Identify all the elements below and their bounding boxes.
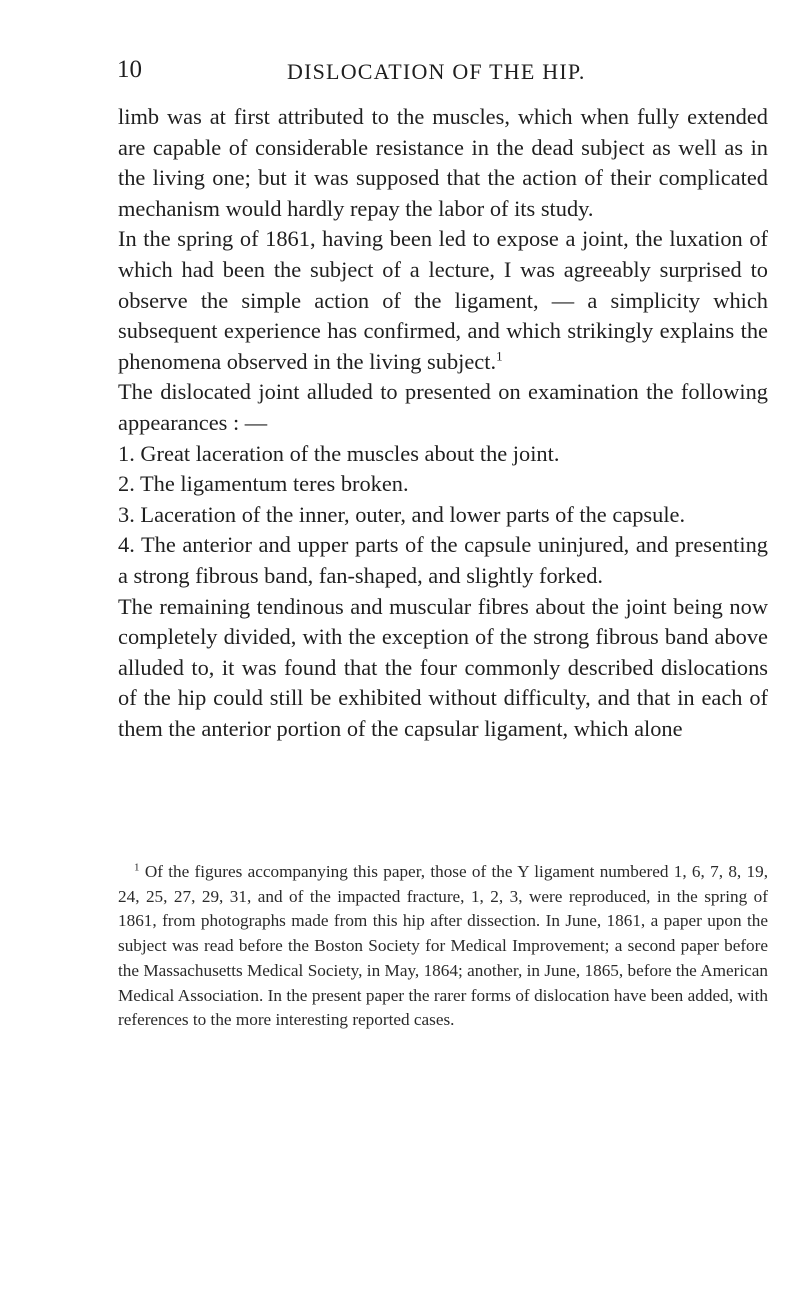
footnote-marker: 1 [134, 861, 140, 874]
list-item: 2. The ligamentum teres broken. [118, 471, 409, 497]
footnote [118, 860, 768, 1033]
running-head [117, 56, 767, 86]
list-item: 3. Laceration of the inner, outer, and lower parts of the capsule. [118, 501, 686, 527]
running-title: DISLOCATION OF THE HIP. [287, 59, 586, 84]
paragraph-spring-1861 [118, 224, 768, 377]
paragraph-appearances: The dislocated joint alluded to presented on examination the following appearances : — [118, 379, 768, 435]
paragraph-text: In the spring of 1861, having been led to expose a joint, the luxation of which had been the subject of a lecture, I was agreeably surprised to observe the simple action of the ligament, — a simplicity which subsequent experience has confirmed, and which strikingly explains the phenomena observed in the living subject. [118, 226, 768, 374]
paragraph-remaining-fibres: The remaining tendinous and muscular fibres about the joint being now completely divided, with the exception of the strong fibrous band above alluded to, it was found that the four commonly described dislocations of the hip could still be exhibited without difficulty, and that in each of them the anterior portion of the capsular ligament, which alone [118, 593, 768, 741]
page-number: 10 [117, 56, 142, 83]
body-text [118, 102, 768, 744]
footnote-text: Of the figures accompanying this paper, those of the Y ligament numbered 1, 6, 7, 8, 19, 24, 25, 27, 29, 31, and of the impacted fracture, 1, 2, 3, were reproduced, in the spring of 1861, from photographs made from this hip after dissection. In June, 1861, a paper upon the subject was read before the Boston Society for Medical Improvement; a second paper before the Massachusetts Medical Society, in May, 1864; another, in June, 1865, before the American Medical Association. In the present paper the rarer forms of dislocation have been added, with references to the more interesting reported cases. [118, 862, 768, 1030]
footnote-reference[interactable]: 1 [496, 348, 503, 364]
paragraph-continued: limb was at first attributed to the muscles, which when fully extended are capable of considerable resistance in the dead subject as well as in the living one; but it was supposed that the action of their complicated mechanism would hardly repay the labor of its study. [118, 104, 768, 221]
list-item: 1. Great laceration of the muscles about the joint. [118, 440, 560, 466]
footnote-paragraph [118, 860, 768, 1033]
list-item: 4. The anterior and upper parts of the capsule uninjured, and presenting a strong fibrous band, fan-shaped, and slightly forked. [118, 532, 768, 588]
